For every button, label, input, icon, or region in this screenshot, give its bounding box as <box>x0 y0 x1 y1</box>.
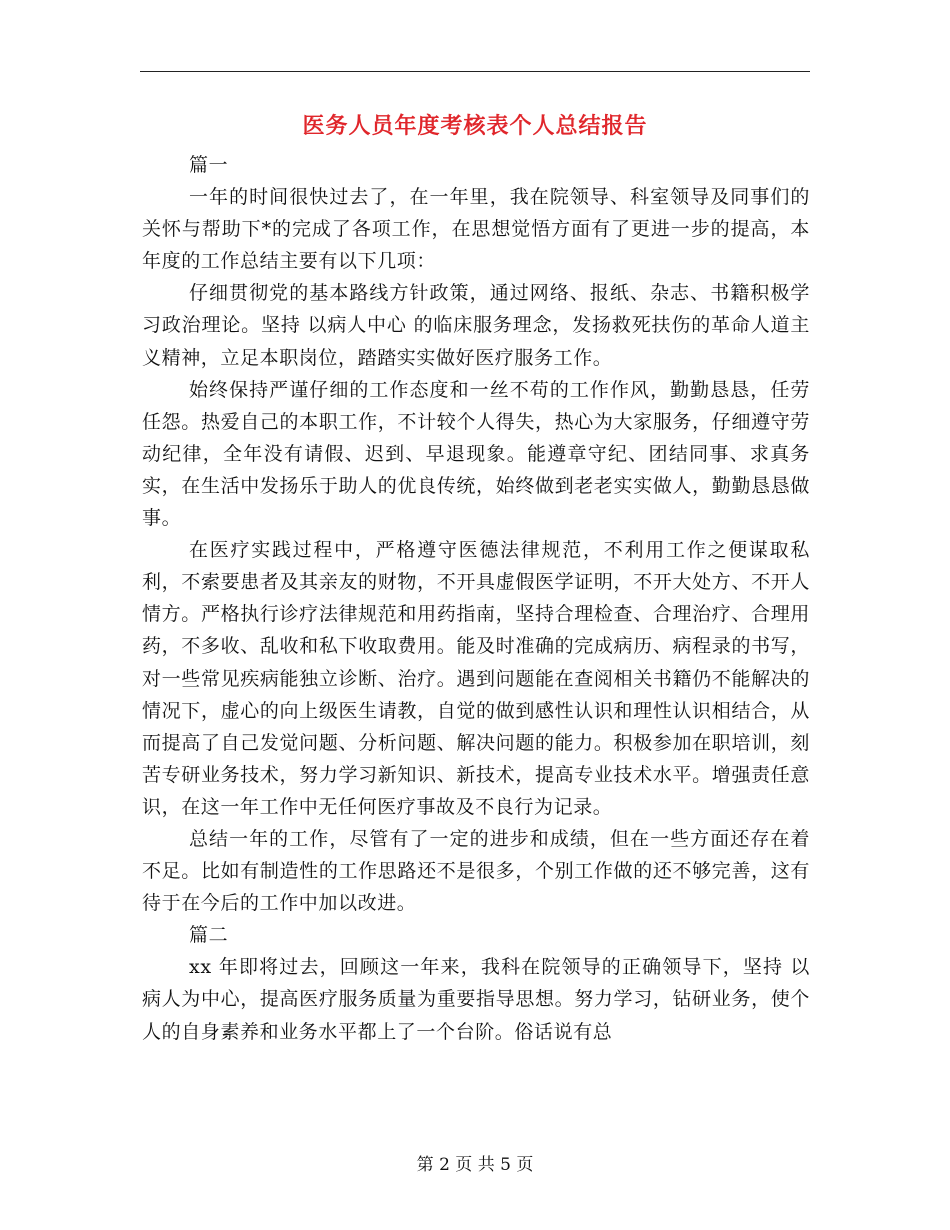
header-rule <box>140 71 810 72</box>
section-heading-1: 篇一 <box>189 154 229 176</box>
document-body <box>142 149 810 1048</box>
document-title: 医务人员年度考核表个人总结报告 <box>302 113 648 139</box>
section-heading-2: 篇二 <box>189 924 229 947</box>
paragraph: 一年的时间很快过去了，在一年里，我在院领导、科室领导及同事们的关怀与帮助下*的完成了各项工作，在思想觉悟方面有了更进一步的提高，本年度的工作总结主要有以下几项： <box>142 186 810 273</box>
paragraph: 在医疗实践过程中，严格遵守医德法律规范，不利用工作之便谋取私利，不索要患者及其亲友的财物，不开具虚假医学证明，不开大处方、不开人情方。严格执行诊疗法律规范和用药指南，坚持合理检查、合理治疗、合理用药，不多收、乱收和私下收取费用。能及时准确的完成病历、病程录的书写，对一些常见疾病能独立诊断、治疗。遇到问题能在查阅相关书籍仍不能解决的情况下，虚心的向上级医生请教，自觉的做到感性认识和理性认识相结合，从而提高了自己发觉问题、分析问题、解决问题的能力。积极参加在职培训，刻苦专研业务技术，努力学习新知识、新技术，提高专业技术水平。增强责任意识，在这一年工作中无任何医疗事故及不良行为记录。 <box>142 539 810 818</box>
paragraph: 始终保持严谨仔细的工作态度和一丝不苟的工作作风，勤勤恳恳，任劳任怨。热爱自己的本职工作，不计较个人得失，热心为大家服务，仔细遵守劳动纪律，全年没有请假、迟到、早退现象。能遵章守纪、团结同事、求真务实，在生活中发扬乐于助人的优良传统，始终做到老老实实做人，勤勤恳恳做事。 <box>142 378 810 530</box>
page-number-footer: 第 2 页 共 5 页 <box>416 1155 534 1175</box>
paragraph: 仔细贯彻党的基本路线方针政策，通过网络、报纸、杂志、书籍积极学习政治理论。坚持 以病人中心 的临床服务理念，发扬救死扶伤的革命人道主义精神，立足本职岗位，踏踏实实做好医疗服务工作。 <box>142 282 810 369</box>
paragraph: 总结一年的工作，尽管有了一定的进步和成绩，但在一些方面还存在着不足。比如有制造性的工作思路还不是很多，个别工作做的还不够完善，这有待于在今后的工作中加以改进。 <box>142 827 810 915</box>
paragraph: xx 年即将过去，回顾这一年来，我科在院领导的正确领导下，坚持 以病人为中心，提高医疗服务质量为重要指导思想。努力学习，钻研业务，使个人的自身素养和业务水平都上了一个台阶。俗话说有总 <box>142 956 810 1043</box>
